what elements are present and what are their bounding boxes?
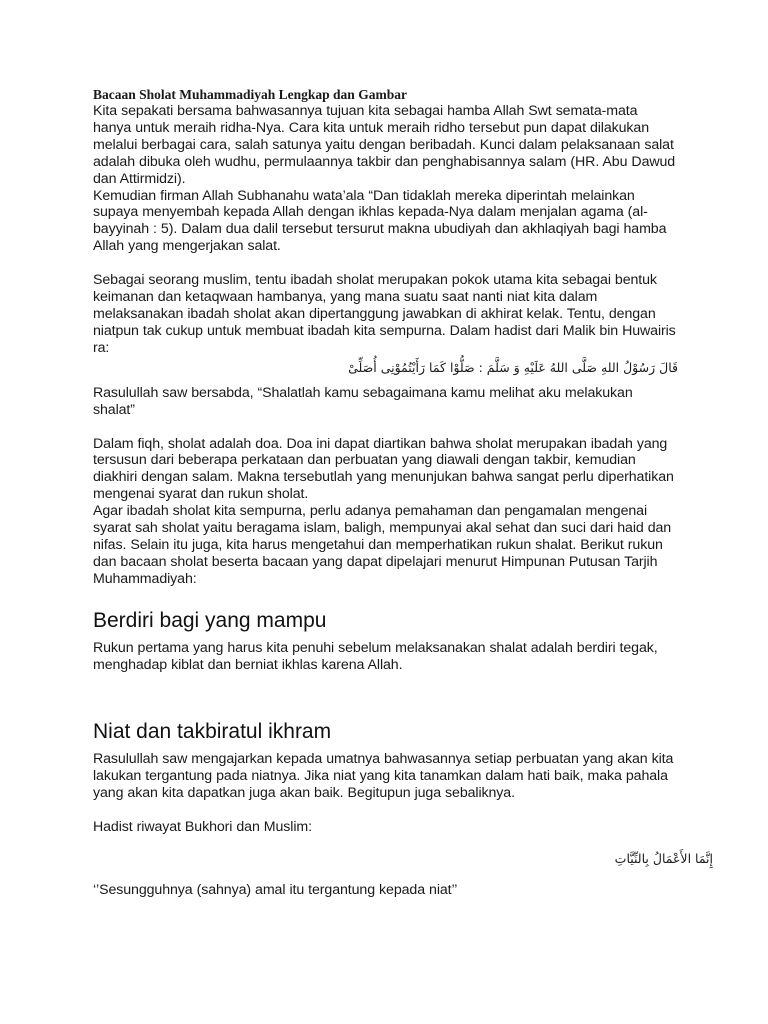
document-content xyxy=(93,86,713,899)
intro-paragraph-1: Kita sepakati bersama bahwasannya tujuan kita sebagai hamba Allah Swt semata-mata hanya untuk meraih ridha-Nya. Cara kita untuk meraih ridho tersebut pun dapat dilakukan melalui berbagai cara, salah satunya yaitu dengan beribadah. Kunci dalam pelaksanaan salat adalah dibuka oleh wudhu, permulaannya takbir dan penghabisannya salam (HR. Abu Dawud dan Attirmidzi). xyxy=(93,103,676,187)
arabic-hadith-niat: إِنَّمَا الأَعْمَالُ بِالنِّيَّاتِ xyxy=(614,851,713,867)
paragraph-fiqh: Dalam fiqh, sholat adalah doa. Doa ini dapat diartikan bahwa sholat merupakan ibadah yang tersusun dari beberapa perkataan dan perbuatan yang diawali dengan takbir, kemudian diakhiri dengan salam. Makna tersebutlah yang menunjukan bahwa sangat perlu diperhatikan mengenai syarat dan rukun sholat. xyxy=(93,435,674,503)
quote-rasulullah: Rasulullah saw bersabda, “Shalatlah kamu sebagaimana kamu melihat aku melakukan shalat” xyxy=(93,384,633,418)
section-text-niat: Rasulullah saw mengajarkan kepada umatnya bahwasannya setiap perbuatan yang akan kita lakukan tergantung pada niatnya. Jika niat yang kita tanamkan dalam hati baik, maka pahala yang akan kita dapatkan juga akan baik. Begitupun juga sebaliknya. xyxy=(93,751,674,802)
section-text-berdiri: Rukun pertama yang harus kita penuhi sebelum melaksanakan shalat adalah berdiri tegak, menghadap kiblat dan berniat ikhlas karena Allah. xyxy=(93,639,658,673)
arabic-hadith-malik: قَالَ رَسُوْلُ اللهِ صَلَّى اللهُ عَلَيْهِ وَ سَلَّمَ : صَلُّوْا كَمَا رَأَيْتُمُوْنِى أُصَلِّىْ xyxy=(348,359,678,375)
paragraph-syarat-rukun: Agar ibadah sholat kita sempurna, perlu adanya pemahaman dan pengamalan mengenai syarat sah sholat yaitu beragama islam, baligh, mempunyai akal sehat dan suci dari haid dan nifas. Selain itu juga, kita harus mengetahui dan memperhatikan rukun shalat. Berikut rukun dan bacaan sholat beserta bacaan yang dapat dipelajari menurut Himpunan Putusan Tarjih Muhammadiyah: xyxy=(93,503,672,587)
quote-niat: ‘’Sesungguhnya (sahnya) amal itu tergantung kepada niat’’ xyxy=(93,882,458,899)
document-title: Bacaan Sholat Muhammadiyah Lengkap dan Gambar xyxy=(93,87,407,102)
section-heading-berdiri: Berdiri bagi yang mampu xyxy=(93,608,327,632)
paragraph-muslim-sholat: Sebagai seorang muslim, tentu ibadah sholat merupakan pokok utama kita sebagai bentuk keimanan dan ketaqwaan hambanya, yang mana suatu saat nanti niat kita dalam melaksanakan ibadah sholat akan dipertanggung jawabkan di akhirat kelak. Tentu, dengan niatpun tak cukup untuk membuat ibadah kita sempurna. Dalam hadist dari Malik bin Huwairis ra: xyxy=(93,272,676,356)
section-heading-niat: Niat dan takbiratul ikhram xyxy=(93,720,332,744)
intro-paragraph-2: Kemudian firman Allah Subhanahu wata’ala “Dan tidaklah mereka diperintah melainkan supaya menyembah kepada Allah dengan ikhlas kepada-Nya dalam menjalan agama (al-bayyinah : 5). Dalam dua dalil tersebut tersurut makna ubudiyah dan akhlaqiyah bagi hamba Allah yang mengerjakan salat. xyxy=(93,187,667,255)
hadith-label: Hadist riwayat Bukhori dan Muslim: xyxy=(93,819,312,836)
